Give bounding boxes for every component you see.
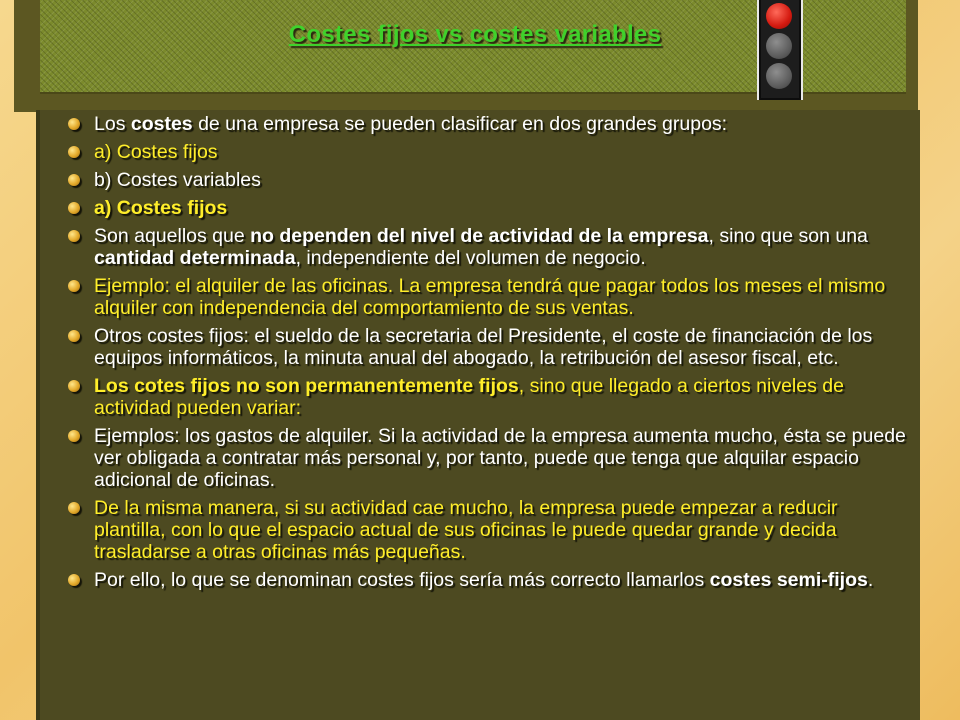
bullet-item xyxy=(66,375,911,419)
bullet-text: b) Costes variables xyxy=(94,169,261,191)
bullet-list xyxy=(66,113,911,597)
bullet-dot-icon xyxy=(68,280,80,292)
bullet-text: cantidad determinada xyxy=(94,247,296,269)
amber-light-icon xyxy=(766,33,792,59)
green-light-icon xyxy=(766,63,792,89)
bullet-text: , independiente del volumen de negocio. xyxy=(295,247,646,269)
bullet-dot-icon xyxy=(68,118,80,130)
bullet-dot-icon xyxy=(68,202,80,214)
bullet-dot-icon xyxy=(68,574,80,586)
bullet-text: Ejemplos: los gastos de alquiler. Si la actividad de la empresa aumenta mucho, ésta se puede ver obligada a contratar más personal y, por tanto, puede que tenga que alquilar espacio adicional de oficinas. xyxy=(94,425,906,491)
bullet-text: a) Costes fijos xyxy=(94,141,218,163)
bullet-text: , sino que llegado a ciertos niveles de actividad pueden variar: xyxy=(94,375,844,419)
bullet-text: de una empresa se pueden clasificar en dos grandes grupos: xyxy=(192,113,728,135)
traffic-light-icon xyxy=(759,0,801,100)
bullet-item xyxy=(66,169,911,191)
bullet-text: Ejemplo: el alquiler de las oficinas. La empresa tendrá que pagar todos los meses el mismo alquiler con independencia del comportamiento de sus ventas. xyxy=(94,275,886,319)
bullet-text: costes xyxy=(130,113,193,135)
bullet-text: Otros costes fijos: el sueldo de la secretaria del Presidente, el coste de financiación de los equipos informáticos, la minuta anual del abogado, la retribución del asesor fiscal, etc. xyxy=(94,325,873,369)
bullet-text: Los cotes fijos no son permanentemente fijos xyxy=(94,375,519,397)
bullet-dot-icon xyxy=(68,430,80,442)
bullet-text: De la misma manera, si su actividad cae mucho, la empresa puede empezar a reducir plantilla, con lo que el espacio actual de sus oficinas le puede quedar grande y decida trasladarse a otras oficinas más pequeñas. xyxy=(94,497,838,563)
bullet-item xyxy=(66,275,911,319)
bullet-item xyxy=(66,497,911,563)
slide-title: Costes fijos vs costes variables xyxy=(288,21,662,48)
bullet-item xyxy=(66,325,911,369)
bullet-text: . xyxy=(867,569,874,591)
bullet-dot-icon xyxy=(68,230,80,242)
bullet-dot-icon xyxy=(68,502,80,514)
bullet-text: Por ello, lo que se denominan costes fijos sería más correcto llamarlos xyxy=(94,569,710,591)
bullet-text: Los xyxy=(94,113,131,135)
bullet-dot-icon xyxy=(68,380,80,392)
bullet-text: no dependen del nivel de actividad de la empresa xyxy=(250,225,709,247)
bullet-item xyxy=(66,225,911,269)
red-light-icon xyxy=(766,3,792,29)
bullet-text: a) Costes fijos xyxy=(94,197,228,219)
bullet-item xyxy=(66,197,911,219)
bullet-dot-icon xyxy=(68,146,80,158)
bullet-item xyxy=(66,569,911,591)
bullet-item xyxy=(66,141,911,163)
bullet-dot-icon xyxy=(68,330,80,342)
bullet-item xyxy=(66,425,911,491)
bullet-text: costes semi-fijos xyxy=(709,569,868,591)
bullet-item xyxy=(66,113,911,135)
bullet-text: , sino que son una xyxy=(708,225,868,247)
bullet-text: Son aquellos que xyxy=(94,225,251,247)
bullet-dot-icon xyxy=(68,174,80,186)
